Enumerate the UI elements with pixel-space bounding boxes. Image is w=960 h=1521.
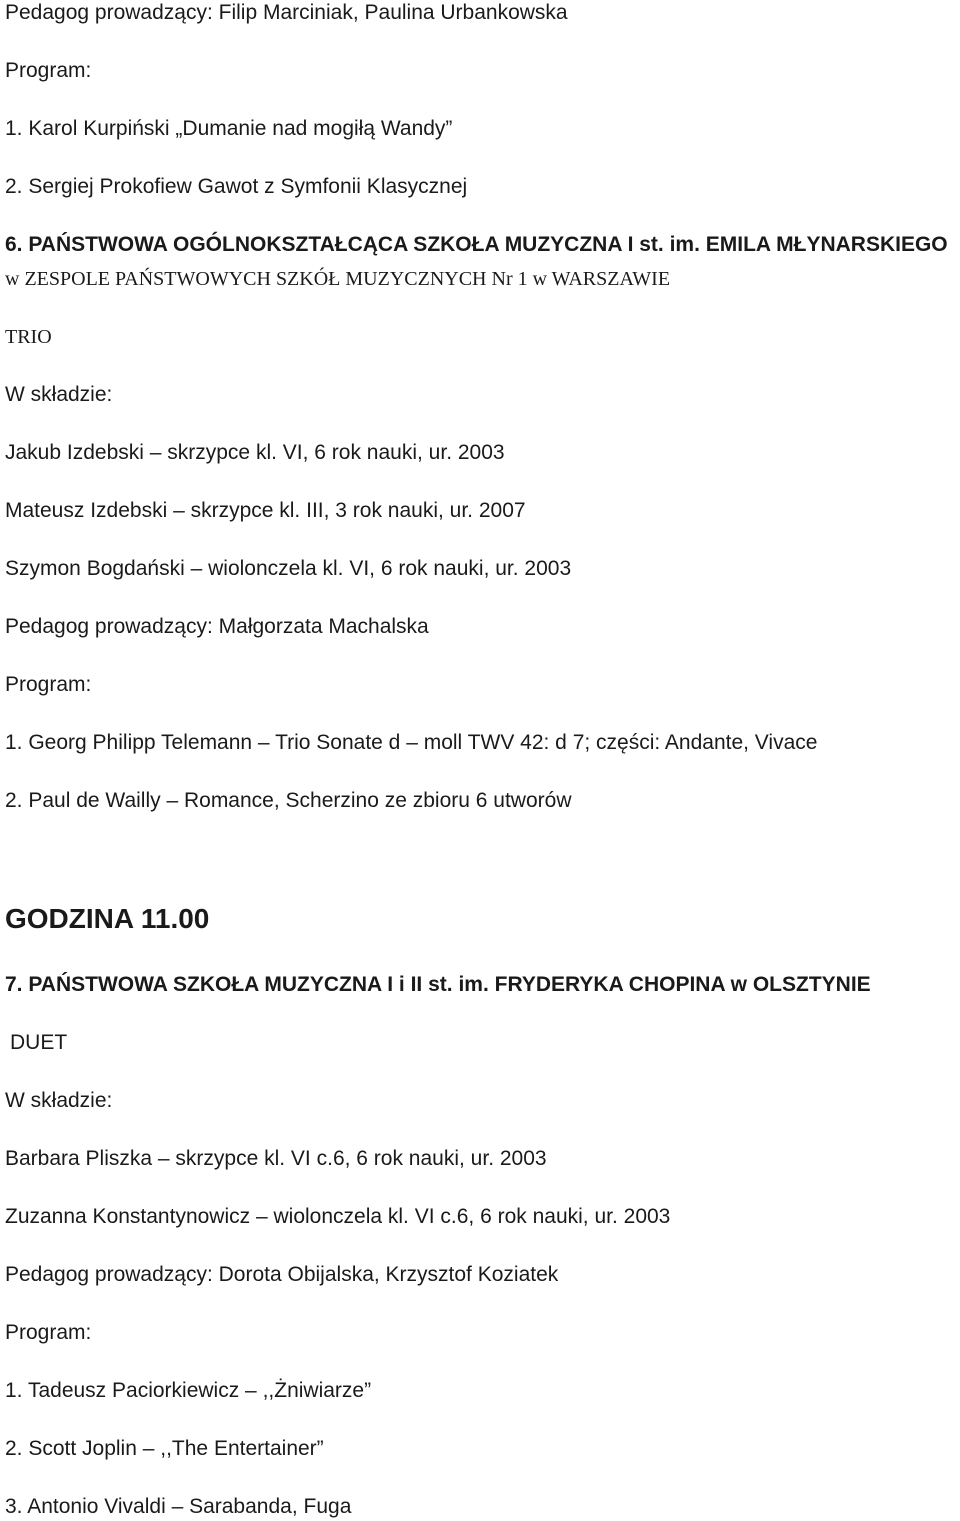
member-line: Mateusz Izdebski – skrzypce kl. III, 3 rok nauki, ur. 2007 [5,499,526,522]
program-item: 2. Sergiej Prokofiew Gawot z Symfonii Klasycznej [5,175,468,198]
pedagog-line: Pedagog prowadzący: Małgorzata Machalska [5,615,429,638]
program-label: Program: [5,59,92,82]
program-item: 3. Antonio Vivaldi – Sarabanda, Fuga [5,1495,352,1518]
school-name-continued: w ZESPOLE PAŃSTWOWYCH SZKÓŁ MUZYCZNYCH Nr 1 w WARSZAWIE [5,268,671,290]
ensemble-type: DUET [10,1031,68,1054]
members-label: W składzie: [5,383,113,406]
program-label: Program: [5,673,92,696]
member-line: Barbara Pliszka – skrzypce kl. VI c.6, 6 rok nauki, ur. 2003 [5,1147,547,1170]
program-item: 2. Scott Joplin – ,,The Entertainer” [5,1437,324,1460]
program-item: 2. Paul de Wailly – Romance, Scherzino ze zbioru 6 utworów [5,789,572,812]
time-heading: GODZINA 11.00 [5,903,210,934]
program-label: Program: [5,1321,92,1344]
ensemble-type: TRIO [5,326,52,348]
school-name: 7. PAŃSTWOWA SZKOŁA MUZYCZNA I i II st. im. FRYDERYKA CHOPINA w OLSZTYNIE [5,973,871,996]
program-item: 1. Karol Kurpiński „Dumanie nad mogiłą Wandy” [5,117,453,140]
members-label: W składzie: [5,1089,113,1112]
pedagog-line: Pedagog prowadzący: Dorota Obijalska, Krzysztof Koziatek [5,1263,559,1286]
program-item: 1. Georg Philipp Telemann – Trio Sonate d – moll TWV 42: d 7; części: Andante, Vivace [5,731,818,754]
member-line: Jakub Izdebski – skrzypce kl. VI, 6 rok nauki, ur. 2003 [5,441,505,464]
pedagog-line: Pedagog prowadzący: Filip Marciniak, Paulina Urbankowska [5,1,568,24]
school-name: 6. PAŃSTWOWA OGÓLNOKSZTAŁCĄCA SZKOŁA MUZYCZNA I st. im. EMILA MŁYNARSKIEGO [5,233,948,256]
member-line: Szymon Bogdański – wiolonczela kl. VI, 6 rok nauki, ur. 2003 [5,557,572,580]
member-line: Zuzanna Konstantynowicz – wiolonczela kl. VI c.6, 6 rok nauki, ur. 2003 [5,1205,671,1228]
program-item: 1. Tadeusz Paciorkiewicz – ,,Żniwiarze” [5,1379,372,1402]
